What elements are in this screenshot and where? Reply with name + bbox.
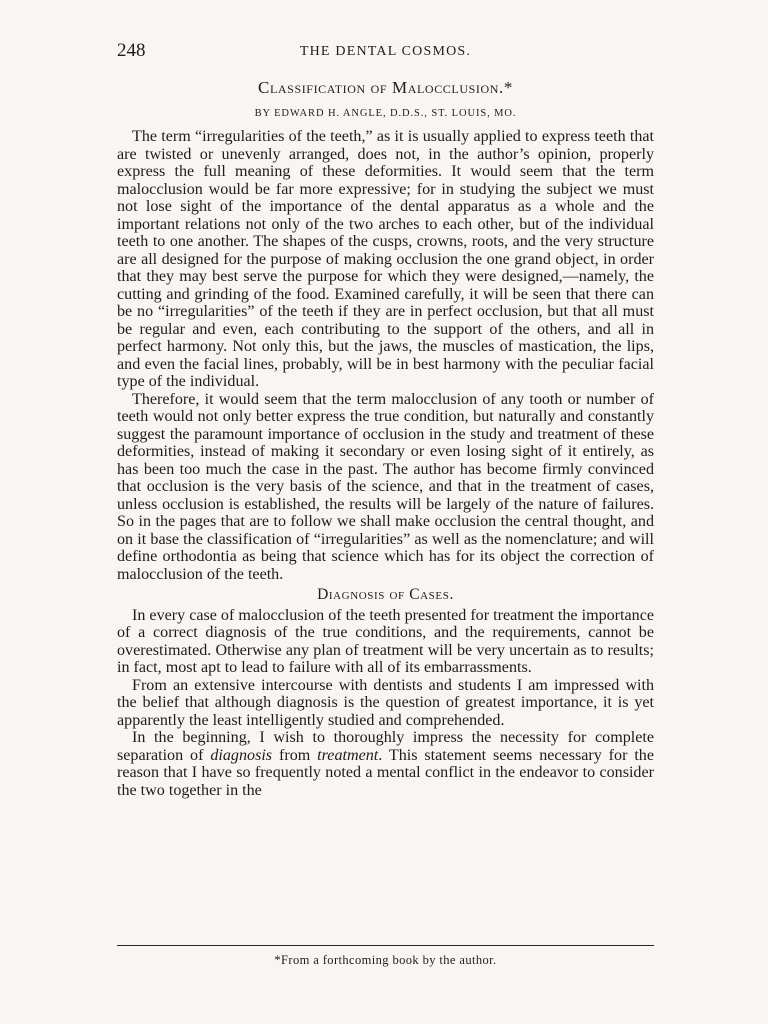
section-heading: Diagnosis of Cases. <box>317 586 454 603</box>
footnote-rule <box>117 945 654 946</box>
text-run: In the beginning, I wish to thoroughly impress the necessity for complete separation of <box>117 729 654 764</box>
emphasis-diagnosis: diagnosis <box>210 746 273 764</box>
footnote: *From a forthcoming book by the author. <box>274 953 497 967</box>
article-byline: BY EDWARD H. ANGLE, D.D.S., ST. LOUIS, MO. <box>254 108 517 119</box>
body-paragraph: From an extensive intercourse with dentists and students I am impressed with the belief that although diagnosis is the question of greatest importance, it is yet apparently the least intelligently studied and comprehended. <box>117 676 654 729</box>
article-title: Classification of Malocclusion.* <box>258 78 513 97</box>
running-head: THE DENTAL COSMOS. <box>299 44 472 59</box>
text-run: . This statement seems necessary for the reason that I have so frequently noted a mental conflict in the endeavor to consider the two together in the <box>117 746 655 799</box>
body-paragraph: In every case of malocclusion of the teeth presented for treatment the importance of a correct diagnosis of the true conditions, and the requirements, cannot be overestimated. Otherwise any plan of treatment will be very uncertain as to results; in fact, most apt to lead to failure with all of its embarrassments. <box>117 606 654 676</box>
page-number: 248 <box>117 40 146 61</box>
page-header <box>117 40 654 64</box>
body-paragraph: The term “irregularities of the teeth,” as it is usually applied to express teeth that are twisted or unevenly arranged, does not, in the author’s opinion, properly express the full meaning of these deformities. It would seem that the term malocclusion would be far more expressive; for in studying the subject we must not lose sight of the importance of the dental apparatus as a whole and the important relations not only of the two arches to each other, but of the individual teeth to one another. The shapes of the cusps, crowns, roots, and the very structure are all designed for the purpose of making occlusion the one grand object, in order that they may best serve the purpose for which they were designed,—namely, the cutting and grinding of the food. Examined carefully, it will be seen that there can be no “irregularities” of the teeth if they are in perfect occlusion, but that all must be regular and even, each contributing to the support of the others, and all in perfect harmony. Not only this, but the jaws, the muscles of mastication, the lips, and even the facial lines, probably, will be in best harmony with the peculiar facial type of the individual. <box>117 128 654 390</box>
article-body <box>117 128 654 799</box>
text-run: from <box>272 746 318 764</box>
body-paragraph-last <box>117 729 654 799</box>
emphasis-treatment: treatment <box>317 746 379 764</box>
body-paragraph: Therefore, it would seem that the term malocclusion of any tooth or number of teeth would not only better express the true condition, but naturally and constantly suggest the paramount importance of occlusion in the study and treatment of these deformities, instead of making it secondary or even losing sight of it entirely, as has been too much the case in the past. The author has become firmly convinced that occlusion is the very basis of the science, and that in the treatment of cases, unless occlusion is established, the results will be largely of the nature of failures. So in the pages that are to follow we shall make occlusion the central thought, and on it base the classification of “irregularities” as well as the nomenclature; and will define orthodontia as being that science which has for its object the correction of malocclusion of the teeth. <box>117 390 654 583</box>
